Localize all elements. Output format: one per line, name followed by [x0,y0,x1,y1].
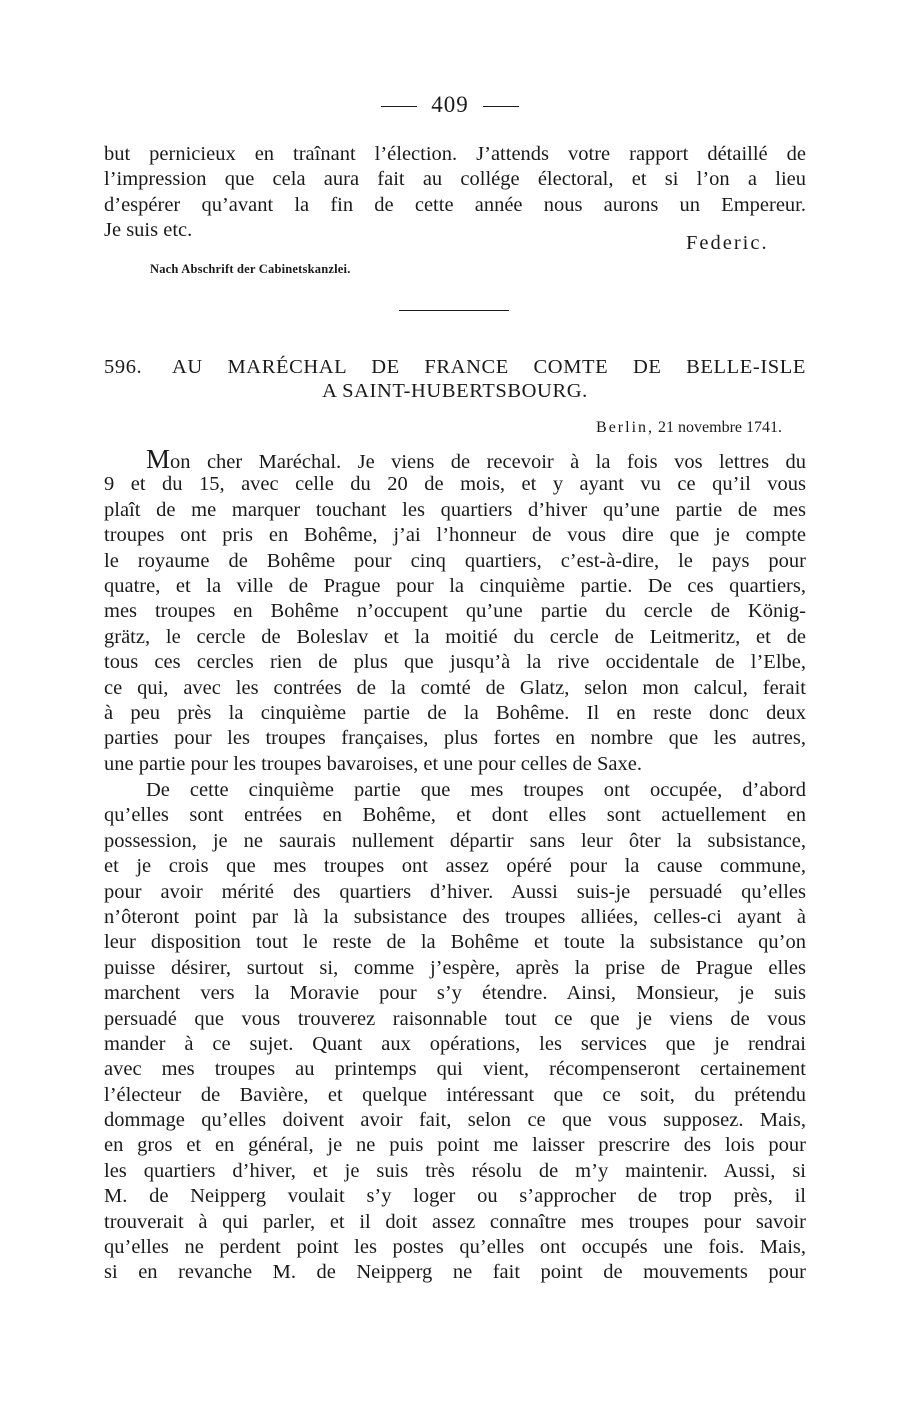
text-line: le royaume de Bohême pour cinq quartiers, c’est-à-dire, le pays pour [104,549,806,572]
text-line: l’électeur de Bavière, et quelque intéressant que ce soit, du prétendu [104,1083,806,1106]
text-line: qu’elles sont entrées en Bohême, et dont elles sont actuellement en [104,804,806,827]
letter-number: 596. [104,356,143,378]
text-line: d’espérer qu’avant la fin de cette année nous aurons un Empereur. [104,193,806,216]
text-line: plaît de me marquer touchant les quartiers d’hiver qu’une partie de mes [104,498,806,521]
text-line: grätz, le cercle de Boleslav et la moitié du cercle de Leitmeritz, et de [104,625,806,648]
text-line: marchent vers la Moravie pour s’y étendre. Ainsi, Monsieur, je suis [104,982,806,1005]
section-divider [399,310,509,311]
dateline-date: 21 novembre 1741. [658,419,782,436]
text-line: dommage qu’elles doivent avoir fait, selon ce que vous supposez. Mais, [104,1109,806,1132]
text-line: but pernicieux en traînant l’élection. J’attends votre rapport détaillé de [104,143,806,165]
initial-letter: M [146,444,171,474]
letter-paragraph-2 [104,778,806,1286]
text-line: persuadé que vous trouverez raisonnable tout ce que je viens de vous [104,1007,806,1030]
text-line: les quartiers d’hiver, et je suis très résolu de m’y maintenir. Aussi, si [104,1159,806,1182]
text-line: mander à ce sujet. Quant aux opérations, les services que je rendrai [104,1032,806,1055]
page-number: 409 [431,92,469,117]
text-line: 9 et du 15, avec celle du 20 de mois, et y ayant vu ce qu’il vous [104,473,806,496]
source-note: Nach Abschrift der Cabinetskanzlei. [150,262,351,276]
text-line: De cette cinquième partie que mes troupes ont occupée, d’abord [146,779,806,801]
text-line: tous ces cercles rien de plus que jusqu’à la rive occidentale de l’Elbe, [104,651,806,674]
header-dash-left [381,106,417,107]
text-line: qu’elles ne perdent point les postes qu’elles ont occupés une fois. Mais, [104,1236,806,1259]
text-line: n’ôteront point par là la subsistance des troupes alliées, celles-ci ayant à [104,905,806,928]
text-line: troupes ont pris en Bohême, j’ai l’honneur de vous dire que je compte [104,524,806,547]
dateline-place: Berlin, [596,419,655,436]
text-line: à peu près la cinquième partie de la Bohême. Il en reste donc deux [104,701,806,724]
text-line: en gros et en général, je ne puis point me laisser prescrire des lois pour [104,1134,806,1157]
page-number-header [0,92,900,118]
text-line: M. de Neipperg voulait s’y loger ou s’approcher de trop près, il [104,1185,806,1208]
text-line: parties pour les troupes françaises, plus fortes en nombre que les autres, [104,727,806,750]
text-line: trouverait à qui parler, et il doit assez connaître mes troupes pour savoir [104,1210,806,1233]
text-line: l’impression que cela aura fait au collége électoral, et si l’on a lieu [104,168,806,191]
text-line: possession, je ne saurais nullement départir sans leur ôter la subsistance, [104,829,806,852]
text-line: on cher Maréchal. Je viens de recevoir à la fois vos lettres du [170,451,806,473]
text-line: leur disposition tout le reste de la Bohême et toute la subsistance qu’on [104,931,806,954]
text-line: pour avoir mérité des quartiers d’hiver. Aussi suis-je persuadé qu’elles [104,880,806,903]
heading-recipient: AU MARÉCHAL DE FRANCE COMTE DE BELLE-ISLE [172,356,806,378]
signature: Federic. [686,232,769,254]
text-line: et je crois que mes troupes ont assez opéré pour la cause commune, [104,855,806,878]
text-line: puisse désirer, surtout si, comme j’espère, après la prise de Prague elles [104,956,806,979]
text-line-first [104,444,806,474]
text-line: avec mes troupes au printemps qui vient, récompenseront certainement [104,1058,806,1081]
dateline [596,419,782,437]
text-line: Je suis etc. [104,219,193,242]
letter-paragraph-1 [104,444,806,777]
text-line: si en revanche M. de Neipperg ne fait point de mouvements pour [104,1261,806,1284]
text-line: quatre, et la ville de Prague pour la cinquième partie. De ces quartiers, [104,574,806,597]
text-line: une partie pour les troupes bavaroises, et une pour celles de Saxe. [104,752,642,775]
text-line: mes troupes en Bohême n’occupent qu’une partie du cercle de König- [104,600,806,623]
text-line: ce qui, avec les contrées de la comté de Glatz, selon mon calcul, ferait [104,676,806,699]
top-paragraph [104,142,806,244]
header-dash-right [483,106,519,107]
heading-location: A SAINT-HUBERTSBOURG. [322,380,588,402]
